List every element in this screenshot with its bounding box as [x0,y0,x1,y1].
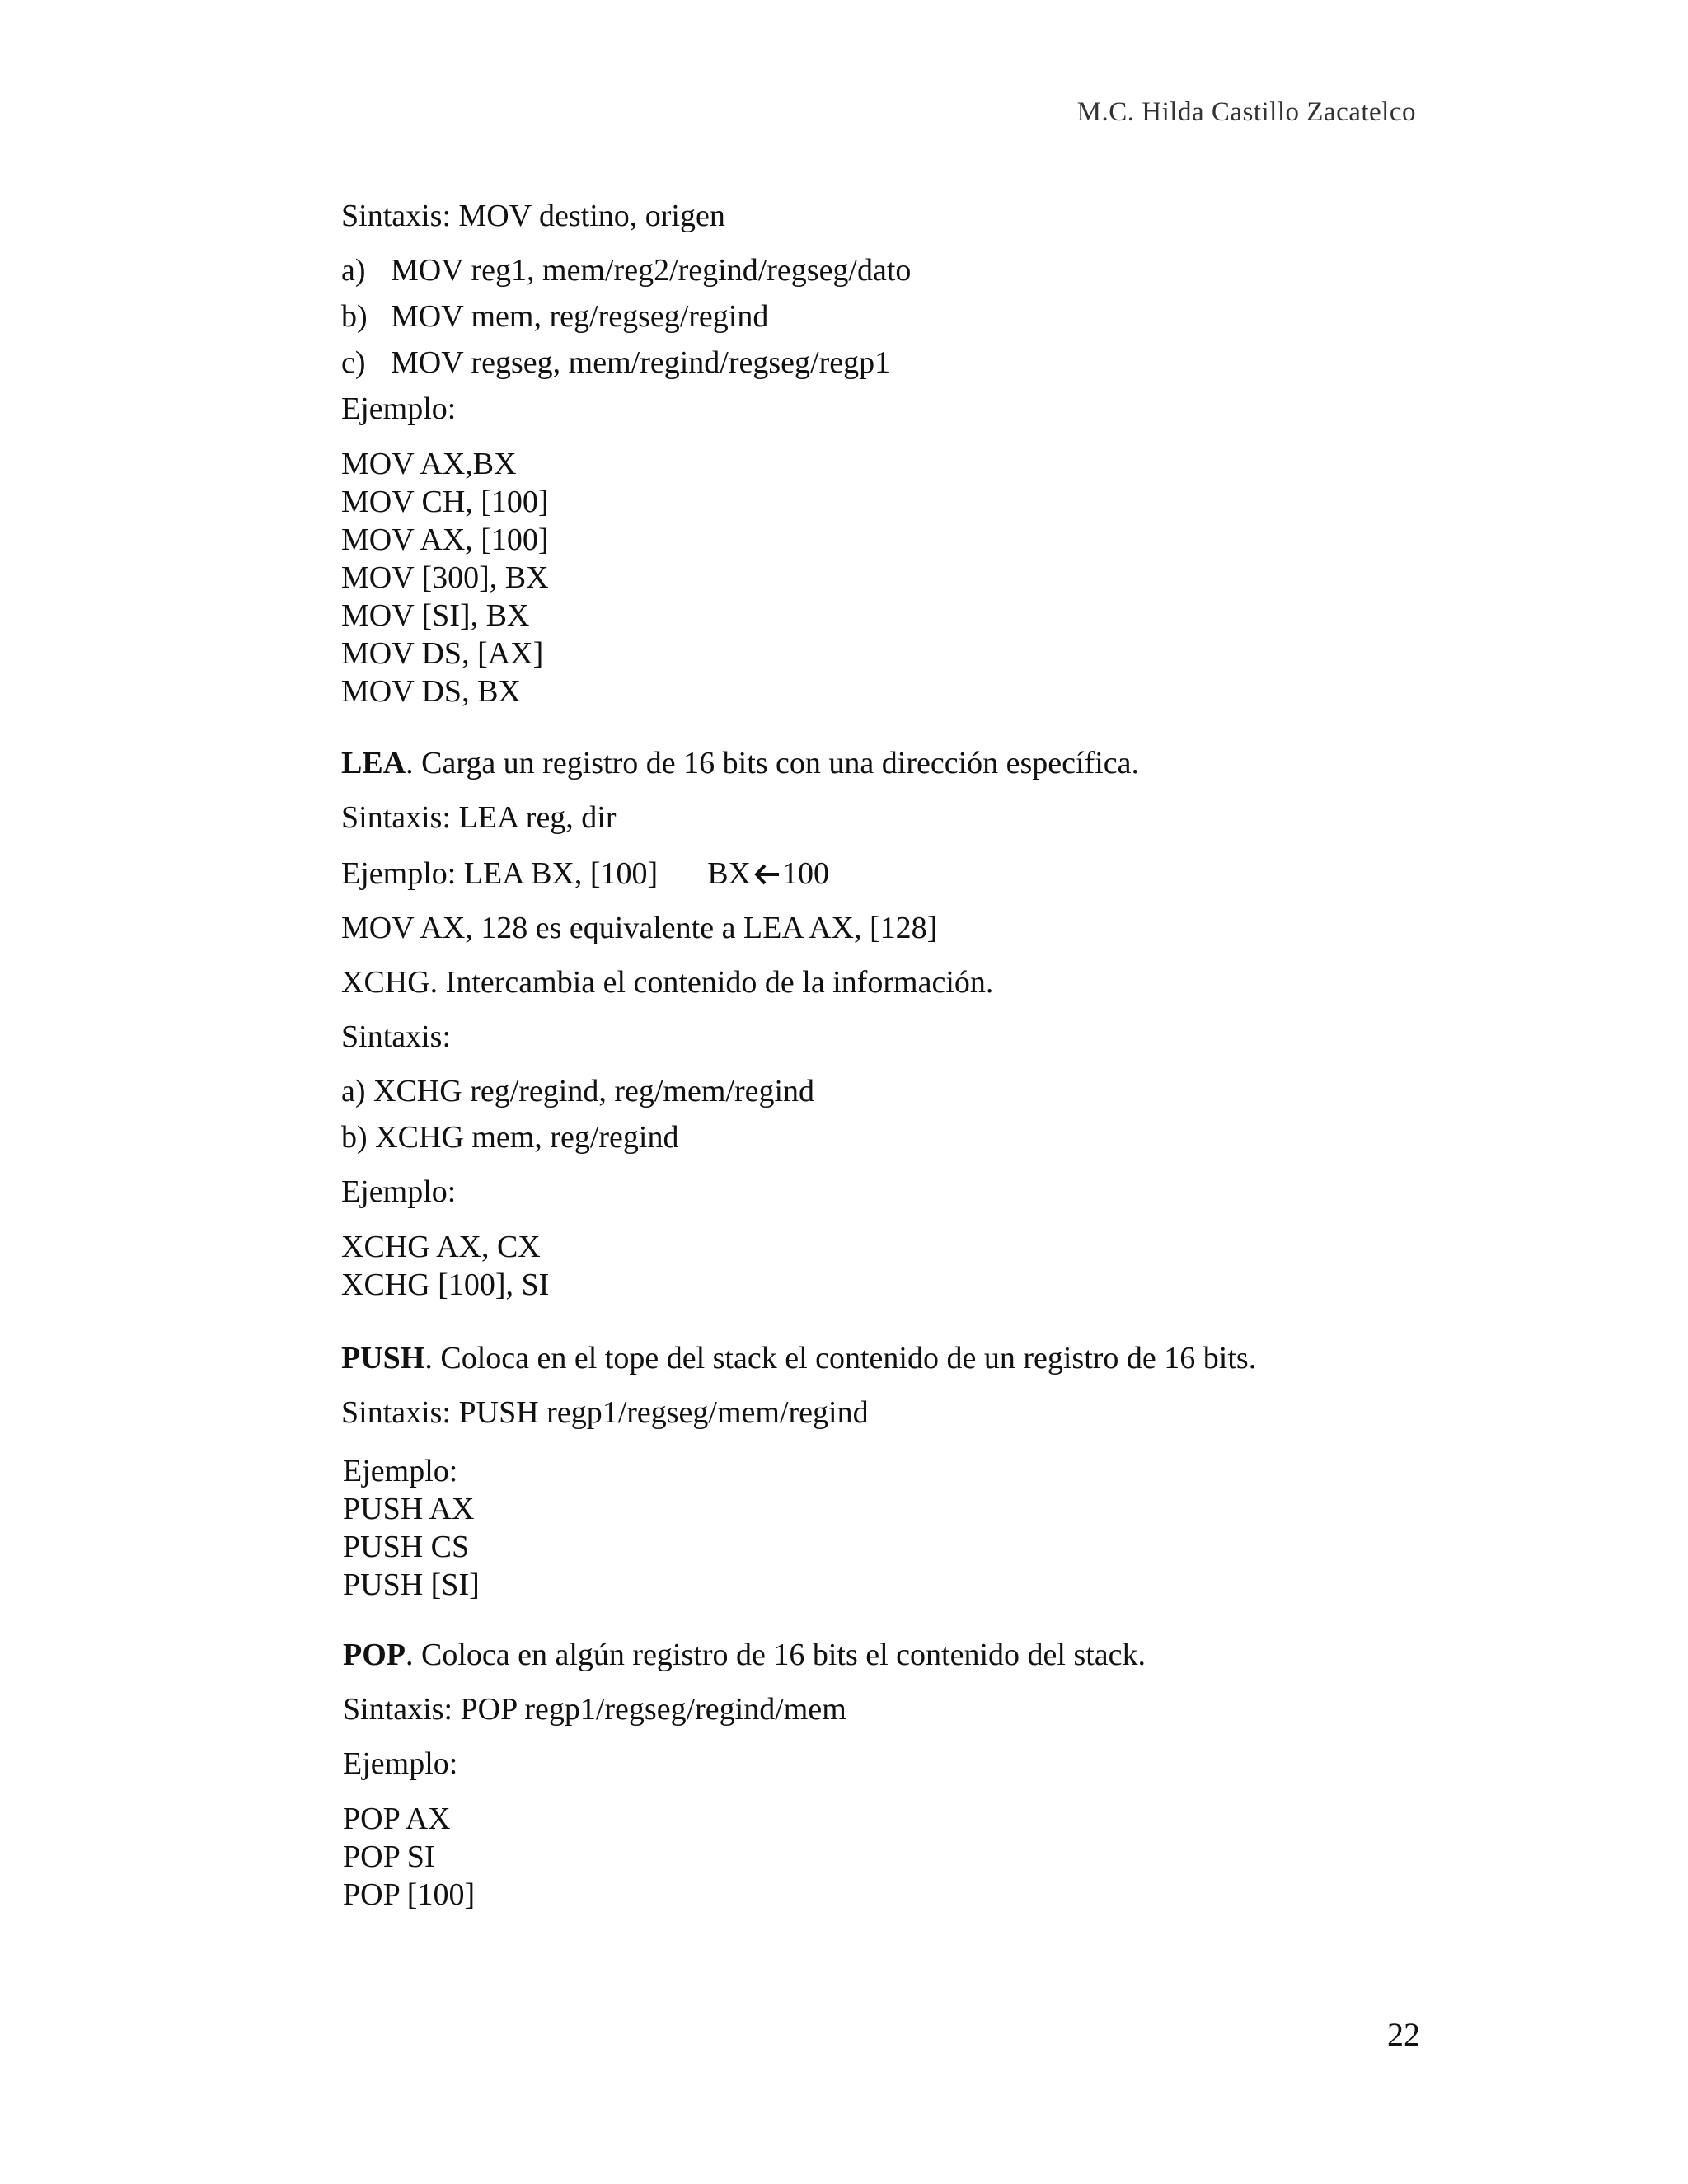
mov-example-line: MOV AX, [100] [341,523,549,557]
xchg-form-a: a) XCHG reg/regind, reg/mem/regind [341,1074,815,1108]
pop-example-line: POP [100] [343,1877,476,1912]
xchg-syntax-label: Sintaxis: [341,1019,452,1054]
lea-result-left: BX [707,856,751,891]
mov-syntax: Sintaxis: MOV destino, origen [341,199,725,233]
push-title [341,1340,1256,1376]
page-header-author: M.C. Hilda Castillo Zacatelco [1076,97,1416,127]
xchg-example-line: XCHG [100], SI [341,1268,550,1302]
push-example-label: Ejemplo: [343,1454,458,1488]
mov-example-line: MOV [SI], BX [341,598,530,633]
lea-title [341,745,1139,781]
xchg-example-line: XCHG AX, CX [341,1230,541,1264]
mov-form-text: MOV reg1, mem/reg2/regind/regseg/dato [391,253,912,288]
xchg-title: XCHG. Intercambia el contenido de la información. [341,965,994,1000]
mov-example-line: MOV DS, BX [341,674,521,709]
mov-form-text: MOV regseg, mem/regind/regseg/regp1 [391,345,891,380]
mov-example-line: MOV CH, [100] [341,485,549,519]
lea-example-text: Ejemplo: LEA BX, [100] [341,856,659,891]
page-number: 22 [1387,2016,1420,2053]
mov-form-c [341,344,890,381]
lea-example [341,855,829,895]
lea-result [707,855,829,895]
push-example-line: PUSH CS [343,1530,470,1564]
mov-example-line: MOV DS, [AX] [341,636,544,671]
mov-example-line: MOV [300], BX [341,560,549,595]
pop-example-line: POP AX [343,1802,451,1836]
pop-description: . Coloca en algún registro de 16 bits el contenido del stack. [405,1638,1146,1672]
list-marker: b) [341,299,368,334]
xchg-example-label: Ejemplo: [341,1174,457,1209]
lea-description: . Carga un registro de 16 bits con una dirección específica. [406,746,1140,780]
pop-name: POP [343,1638,406,1672]
push-example-line: PUSH AX [343,1492,475,1526]
mov-form-a [341,252,911,288]
mov-example-label: Ejemplo: [341,391,457,426]
mov-form-b [341,298,768,335]
mov-form-text: MOV mem, reg/regseg/regind [391,299,769,334]
list-marker: a) [341,253,366,288]
push-syntax: Sintaxis: PUSH regp1/regseg/mem/regind [341,1395,869,1430]
left-arrow-icon [753,859,781,895]
xchg-form-b: b) XCHG mem, reg/regind [341,1120,679,1155]
pop-title [343,1637,1146,1673]
lea-syntax: Sintaxis: LEA reg, dir [341,800,617,835]
push-description: . Coloca en el tope del stack el contenido de un registro de 16 bits. [424,1341,1257,1376]
pop-example-line: POP SI [343,1840,435,1874]
pop-syntax: Sintaxis: POP regp1/regseg/regind/mem [343,1692,846,1727]
push-name: PUSH [341,1341,425,1376]
lea-equivalence: MOV AX, 128 es equivalente a LEA AX, [128] [341,911,938,945]
list-marker: c) [341,345,366,380]
pop-example-label: Ejemplo: [343,1746,458,1781]
lea-name: LEA [341,746,406,780]
lea-result-right: 100 [781,856,829,891]
push-example-line: PUSH [SI] [343,1568,480,1602]
mov-example-line: MOV AX,BX [341,447,517,481]
